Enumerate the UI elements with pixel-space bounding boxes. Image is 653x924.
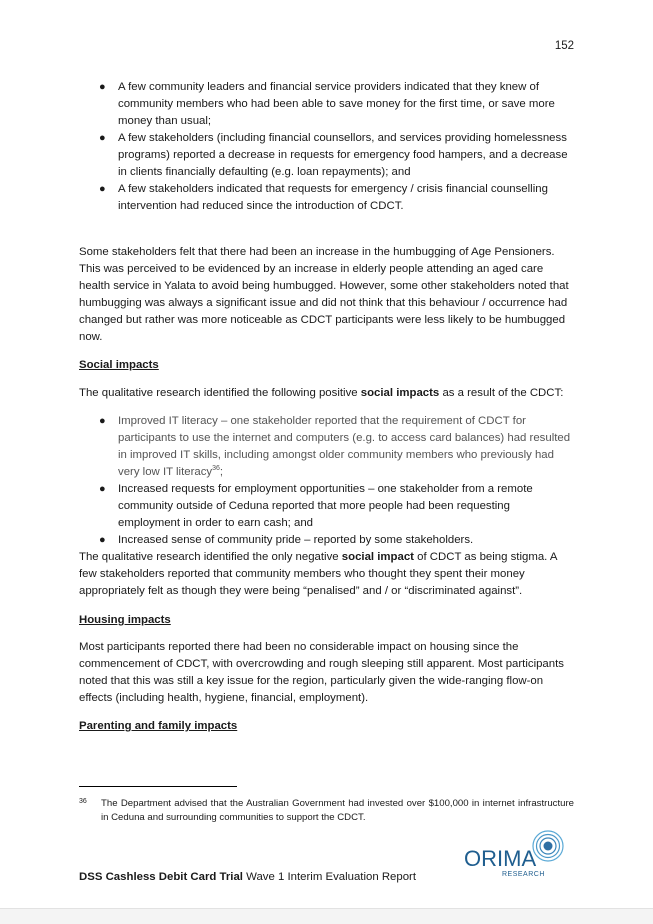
logo-name: ORIMA [464, 846, 537, 871]
social-impacts-list [79, 413, 574, 549]
list-item-text: Increased sense of community pride – reported by some stakeholders. [118, 534, 474, 546]
housing-impacts-heading: Housing impacts [79, 614, 171, 626]
list-item-text: A few stakeholders indicated that requests for emergency / crisis financial counselling intervention had reduced since the introduction of CDCT. [118, 183, 548, 212]
bullet-icon: ● [99, 183, 106, 195]
bullet-icon: ● [99, 483, 106, 495]
humbugging-paragraph: Some stakeholders felt that there had been an increase in the humbugging of Age Pensioners. This was perceived to be evidenced by an increase in elderly people attending an aged care health service in Yalata to avoid being humbugged. However, some other stakeholders noted that humbugging was always a significant issue and did not think that this behaviour / occurrence had changed but rather was more noticeable as CDCT participants were less likely to be humbugged now. [79, 246, 569, 343]
footnote-divider [79, 786, 237, 787]
footnote-reference: 36 [212, 465, 220, 473]
list-item-text: Increased requests for employment opportunities – one stakeholder from a remote community outside of Ceduna reported that more people had been requesting employment in order to earn cash; and [118, 483, 533, 529]
list-item-text: A few stakeholders (including financial counsellors, and services providing homelessness programs) reported a decrease in requests for emergency food hampers, and a decrease in clients financially defaulting (e.g. loan repayments); and [118, 132, 568, 178]
report-footer: DSS Cashless Debit Card Trial Wave 1 Interim Evaluation Report [79, 871, 417, 883]
bullet-icon: ● [99, 81, 106, 93]
list-item: ● Improved IT literacy – one stakeholder reported that the requirement of CDCT for participants to use the internet and computers (e.g. to access card balances) had resulted in improved IT skills, including amongst older community members who previously had very low IT literacy$^{36}$; [99, 415, 571, 478]
list-item [79, 181, 574, 215]
benefits-list [79, 79, 574, 215]
page-number: 152 [554, 40, 574, 52]
list-item-text: A few community leaders and financial service providers indicated that they knew of community members who had been able to save money for the first time, or save more money than usual; [118, 81, 555, 127]
logo-subtitle: RESEARCH [502, 871, 545, 878]
negative-impact-paragraph: The qualitative research identified the only negative social impact of CDCT as being stigma. A few stakeholders reported that community members who thought they spent their money appropriately felt as though they were being “penalised” and / or “discriminated against”. [79, 551, 557, 597]
list-item [79, 481, 574, 532]
footnote [79, 797, 574, 825]
list-item-text: Improved IT literacy – one stakeholder reported that the requirement of CDCT for participants to use the internet and computers (e.g. to access card balances) had resulted in improved IT skills, including amongst older community members who previously had very low IT literacy [118, 415, 571, 478]
social-intro-paragraph: The qualitative research identified the following positive social impacts as a result of the CDCT: [79, 387, 564, 399]
list-item [79, 130, 574, 181]
social-impacts-heading: Social impacts [79, 359, 159, 371]
bullet-icon: ● [99, 415, 106, 427]
bullet-icon: ● [99, 132, 106, 144]
list-item [79, 532, 574, 549]
list-item [79, 79, 574, 130]
footnote-number: 36 [79, 798, 87, 805]
parenting-impacts-heading: Parenting and family impacts [79, 720, 238, 732]
bullet-icon: ● [99, 534, 106, 546]
footnote-text: The Department advised that the Australian Government had invested over $100,000 in internet infrastructure in Ceduna and surrounding communities to support the CDCT. [101, 798, 574, 823]
page-bottom-edge [0, 908, 653, 924]
orima-logo [462, 826, 574, 882]
housing-paragraph: Most participants reported there had been no considerable impact on housing since the commencement of CDCT, with overcrowding and rough sleeping still apparent. Most participants noted that this was still a key issue for the region, particularly given the wide-ranging flow-on effects (including health, hygiene, financial, employment). [79, 641, 564, 704]
